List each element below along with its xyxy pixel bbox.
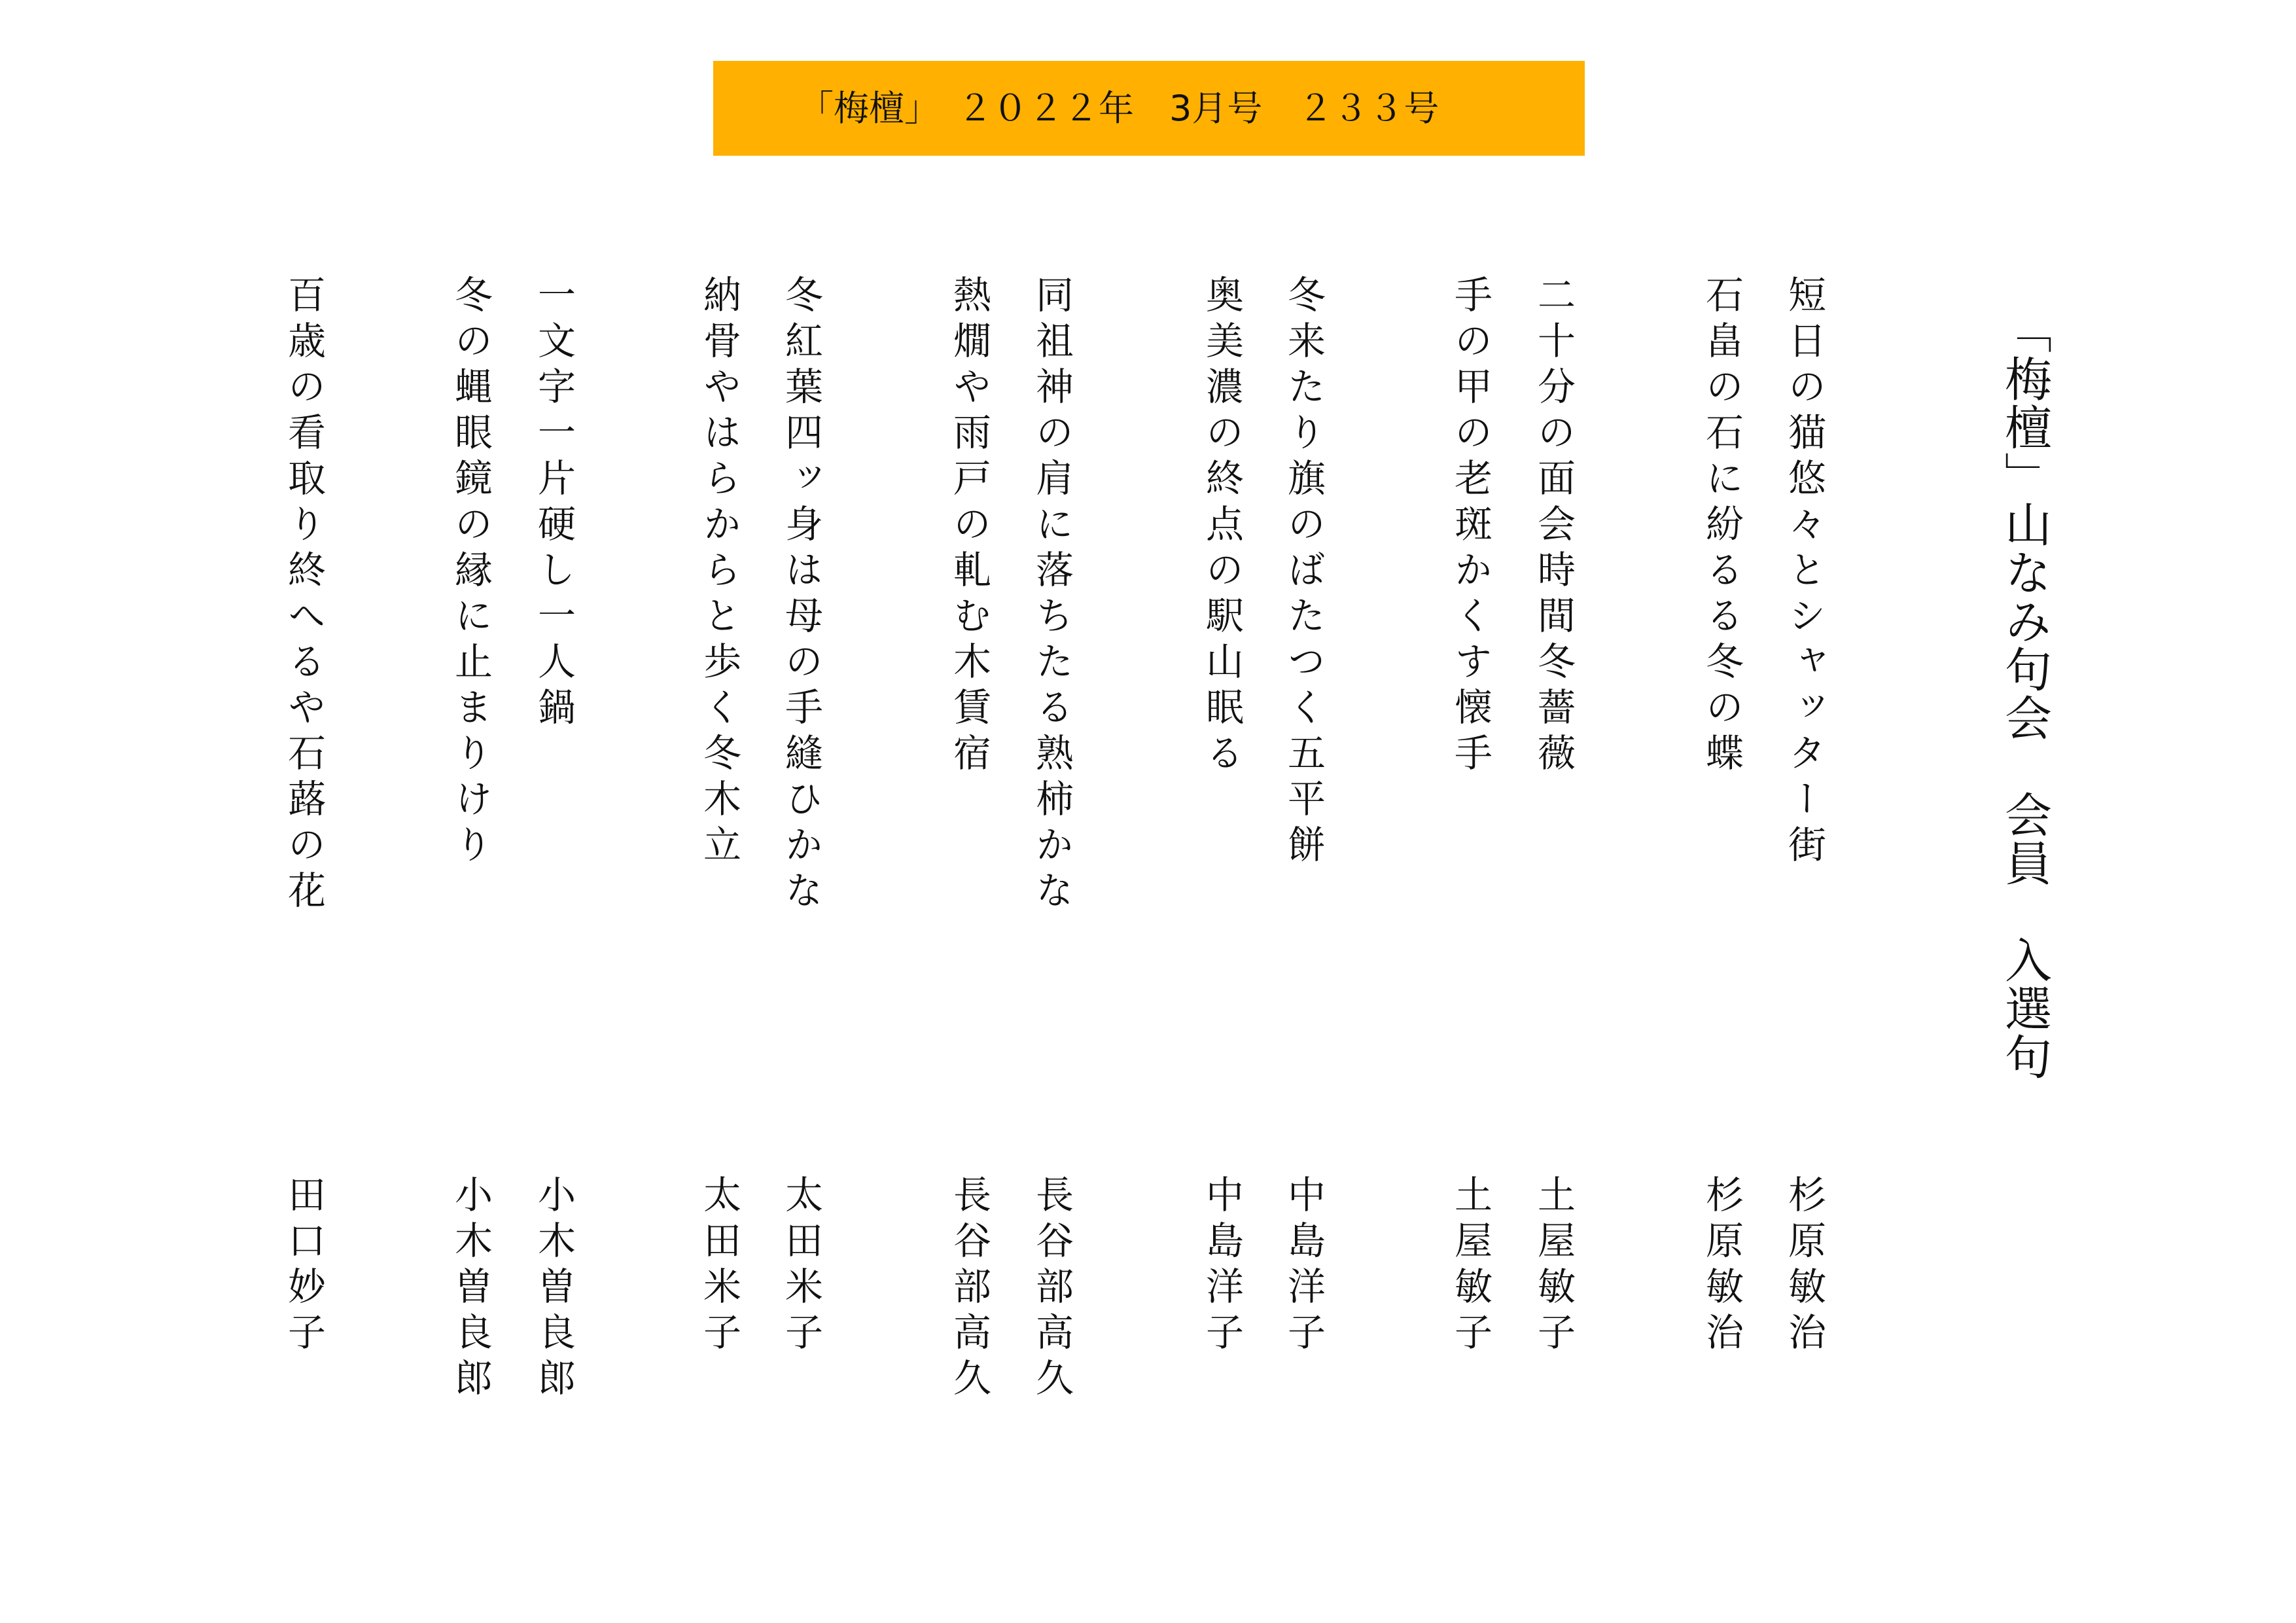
- haiku-text: 石畠の石に紛るる冬の蝶: [1699, 275, 1744, 779]
- haiku-author: 長谷部高久: [1029, 1175, 1074, 1404]
- haiku-author: 杉原敏治: [1699, 1175, 1744, 1358]
- haiku-text: 冬の蝿眼鏡の縁に止まりけり: [448, 275, 493, 870]
- issue-header-banner: [713, 61, 1585, 156]
- haiku-author: 土屋敏子: [1448, 1175, 1492, 1358]
- haiku-text: 熱燗や雨戸の軋む木賃宿: [947, 275, 991, 779]
- issue-header-text: 「梅檀」 ２０２２年 3月号 ２３３号: [798, 88, 1439, 129]
- haiku-author: 長谷部高久: [947, 1175, 991, 1404]
- haiku-author: 太田米子: [779, 1175, 823, 1358]
- haiku-text: 冬来たり旗のばたつく五平餅: [1281, 275, 1326, 870]
- haiku-author: 田口妙子: [281, 1175, 326, 1358]
- haiku-author: 太田米子: [697, 1175, 741, 1358]
- haiku-author: 杉原敏治: [1782, 1175, 1826, 1358]
- section-title: 「梅檀」山なみ句会 会員 入選句: [1997, 306, 2052, 1081]
- haiku-text: 冬紅葉四ッ身は母の手縫ひかな: [779, 275, 823, 916]
- haiku-text: 一文字一片硬し一人鍋: [531, 275, 576, 733]
- haiku-text: 奥美濃の終点の駅山眠る: [1199, 275, 1244, 779]
- haiku-author: 中島洋子: [1199, 1175, 1244, 1358]
- haiku-text: 納骨やはらからと歩く冬木立: [697, 275, 741, 870]
- haiku-author: 小木曽良郎: [448, 1175, 493, 1404]
- haiku-author: 土屋敏子: [1531, 1175, 1576, 1358]
- haiku-text: 同祖神の肩に落ちたる熟柿かな: [1029, 275, 1074, 916]
- haiku-author: 小木曽良郎: [531, 1175, 576, 1404]
- haiku-text: 二十分の面会時間冬薔薇: [1531, 275, 1576, 779]
- haiku-text: 手の甲の老斑かくす懐手: [1448, 275, 1492, 779]
- haiku-author: 中島洋子: [1281, 1175, 1326, 1358]
- haiku-text: 百歳の看取り終へるや石蕗の花: [281, 275, 326, 916]
- haiku-text: 短日の猫悠々とシャッター街: [1782, 275, 1826, 870]
